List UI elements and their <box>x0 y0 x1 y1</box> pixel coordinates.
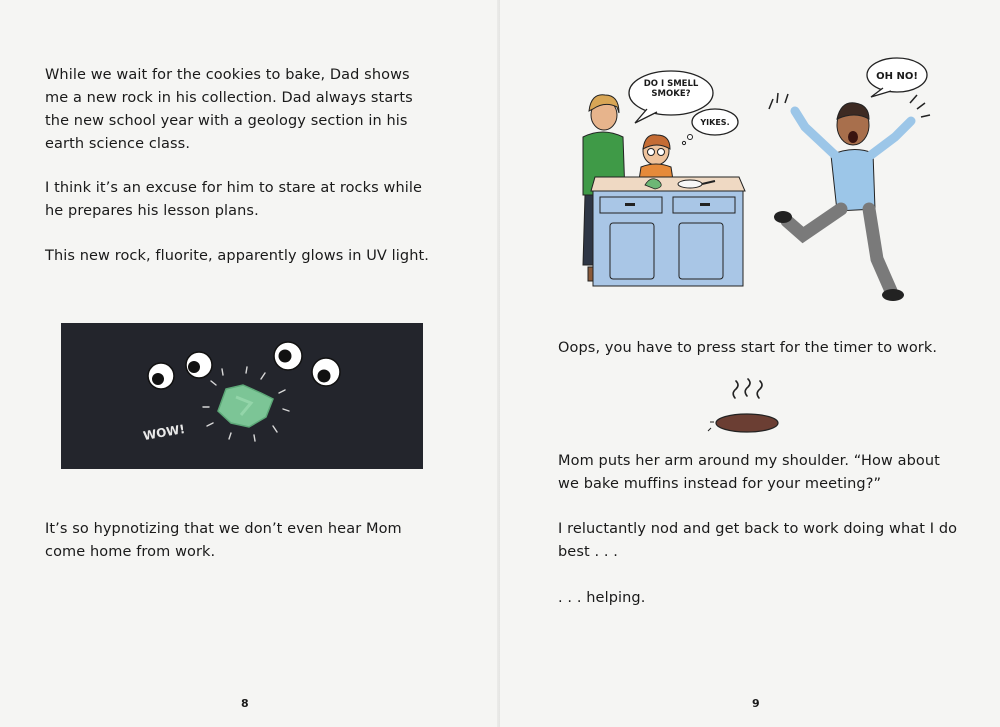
fluorite-uv-illustration <box>61 323 423 469</box>
fluorite-rock <box>218 385 273 427</box>
kitchen-smoke-illustration <box>555 45 955 310</box>
mom-speech-text: DO I SMELL SMOKE? <box>643 79 699 99</box>
left-paragraph-2: I think it’s an excuse for him to stare at rocks while he prepares his lesson plans. <box>45 180 423 219</box>
dad-speech-bubble <box>867 58 927 97</box>
page-number-left: 8 <box>241 697 249 710</box>
left-paragraph-4: It’s so hypnotizing that we don’t even hear Mom come home from work. <box>45 521 402 560</box>
right-paragraph-1: Oops, you have to press start for the timer to work. <box>558 340 938 356</box>
right-page <box>500 0 1000 727</box>
kitchen-island <box>591 177 745 286</box>
dad-figure <box>769 93 930 301</box>
eye-left-inner <box>186 352 212 378</box>
dad-speech-text: OH NO! <box>876 71 918 82</box>
kid-thought-text: YIKES. <box>700 118 730 127</box>
left-paragraph-1: While we wait for the cookies to bake, Dad shows me a new rock in his collection. Dad always starts the new school year with a geology section in his earth science class. <box>45 67 413 152</box>
eye-right-inner <box>274 342 302 370</box>
wow-exclamation: WOW! <box>142 421 187 444</box>
right-paragraph-2: Mom puts her arm around my shoulder. “How about we bake muffins instead for your meeting?” <box>558 453 940 492</box>
right-paragraph-3: I reluctantly nod and get back to work doing what I do best . . . <box>558 521 958 560</box>
burnt-cookie-illustration <box>705 378 785 438</box>
right-paragraph-4: . . . helping. <box>558 590 646 606</box>
smoke-lines <box>733 379 762 398</box>
kid-figure <box>639 135 673 180</box>
left-paragraph-3: This new rock, fluorite, apparently glows in UV light. <box>45 248 430 264</box>
eye-right-outer <box>312 358 340 386</box>
eye-left-outer <box>148 363 174 389</box>
page-number-right: 9 <box>752 697 760 710</box>
kid-thought-bubble <box>682 109 738 145</box>
